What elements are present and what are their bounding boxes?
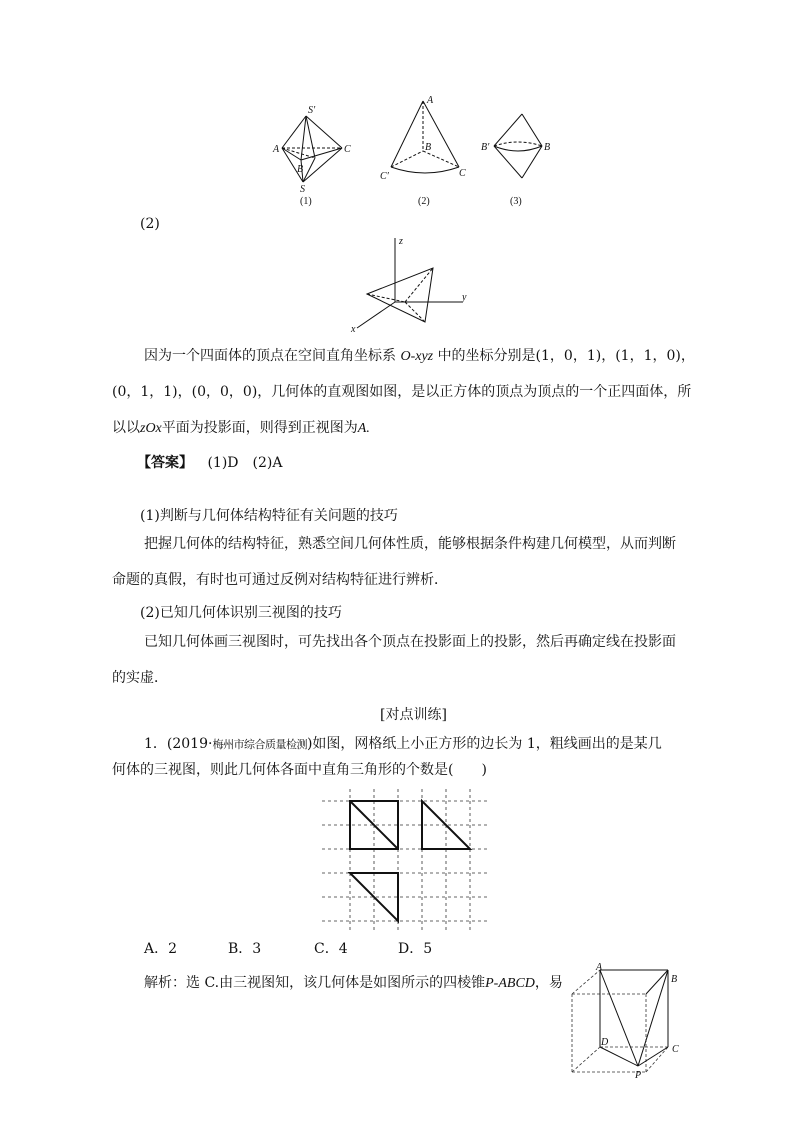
figure-2-cone [375,93,475,188]
question-1-line-1: 1．(2019·梅州市综合质量检测)如图，网格纸上小正方形的边长为 1，粗线画出的是某几 [144,736,662,752]
axis-z-label: z [399,236,403,247]
section-title: [对点训练] [380,707,447,723]
cube-pyramid-figure [560,962,690,1087]
figure-2-caption: (2) [418,196,430,207]
cube-label-p: P [635,1070,642,1081]
tip-2-line-2: 的实虚． [112,670,168,686]
cube-label-c: C [672,1044,679,1055]
figure-3-caption: (3) [510,196,522,207]
tip-2-line-1: 已知几何体画三视图时，可先找出各个顶点在投影面上的投影，然后再确定线在投影面 [144,634,676,650]
figure-1-caption: (1) [300,196,312,207]
label-b: B [297,164,304,175]
answer-value: (1)D (2)A [207,455,283,471]
paragraph-line-1: 因为一个四面体的顶点在空间直角坐标系 O-xyz 中的坐标分别是(1，0，1)，(1，1，0)， [144,348,695,364]
cube-label-d: D [601,1037,609,1048]
label-a: A [427,95,434,106]
cube-label-b: B [671,974,678,985]
label-c-prime: C′ [380,171,389,182]
tip-1-line-1: 把握几何体的结构特征，熟悉空间几何体性质，能够根据条件构建几何模型，从而判断 [144,536,676,552]
answer-line [137,453,282,473]
label-b: B [425,142,432,153]
tip-1-line-2: 命题的真假，有时也可通过反例对结构特征进行辨析． [112,572,448,588]
axis-x-label: x [351,324,356,335]
option-c[interactable]: C．4 [314,941,348,957]
option-b[interactable]: B．3 [228,941,262,957]
option-a[interactable]: A．2 [144,941,178,957]
label-b-prime: B′ [481,142,490,153]
options-row [144,939,432,959]
axis-y-label: y [462,292,467,303]
cube-label-a: A [596,962,603,973]
figure-1-bipyramid [270,100,360,210]
label-c: C [344,144,351,155]
label-c: C [459,168,466,179]
option-d[interactable]: D．5 [398,941,433,957]
label-b: B [544,142,551,153]
part-2-marker: (2) [140,216,160,232]
label-s-prime: S′ [308,105,316,116]
label-a: A [273,144,280,155]
figure-3-double-cone [478,110,558,185]
three-view-grid-figure [322,787,492,937]
paragraph-line-2: (0，1，1)，(0，0，0)，几何体的直观图如图，是以正方体的顶点为顶点的一个正四面体，所 [112,384,692,400]
axes-tetrahedron-figure [345,232,485,342]
tip-2-title: (2)已知几何体识别三视图的技巧 [140,605,342,621]
label-s: S [300,184,305,195]
answer-label: 【答案】 [137,455,193,471]
paragraph-line-3: 以以zOx平面为投影面，则得到正视图为A. [112,420,370,436]
question-source: 梅州市综合质量检测 [212,738,307,751]
question-1-line-2: 何体的三视图，则此几何体各面中直角三角形的个数是( ) [112,762,487,778]
solution-line: 解析：选 C.由三视图知，该几何体是如图所示的四棱锥P-ABCD，易 [144,975,563,991]
tip-1-title: (1)判断与几何体结构特征有关问题的技巧 [140,508,398,524]
